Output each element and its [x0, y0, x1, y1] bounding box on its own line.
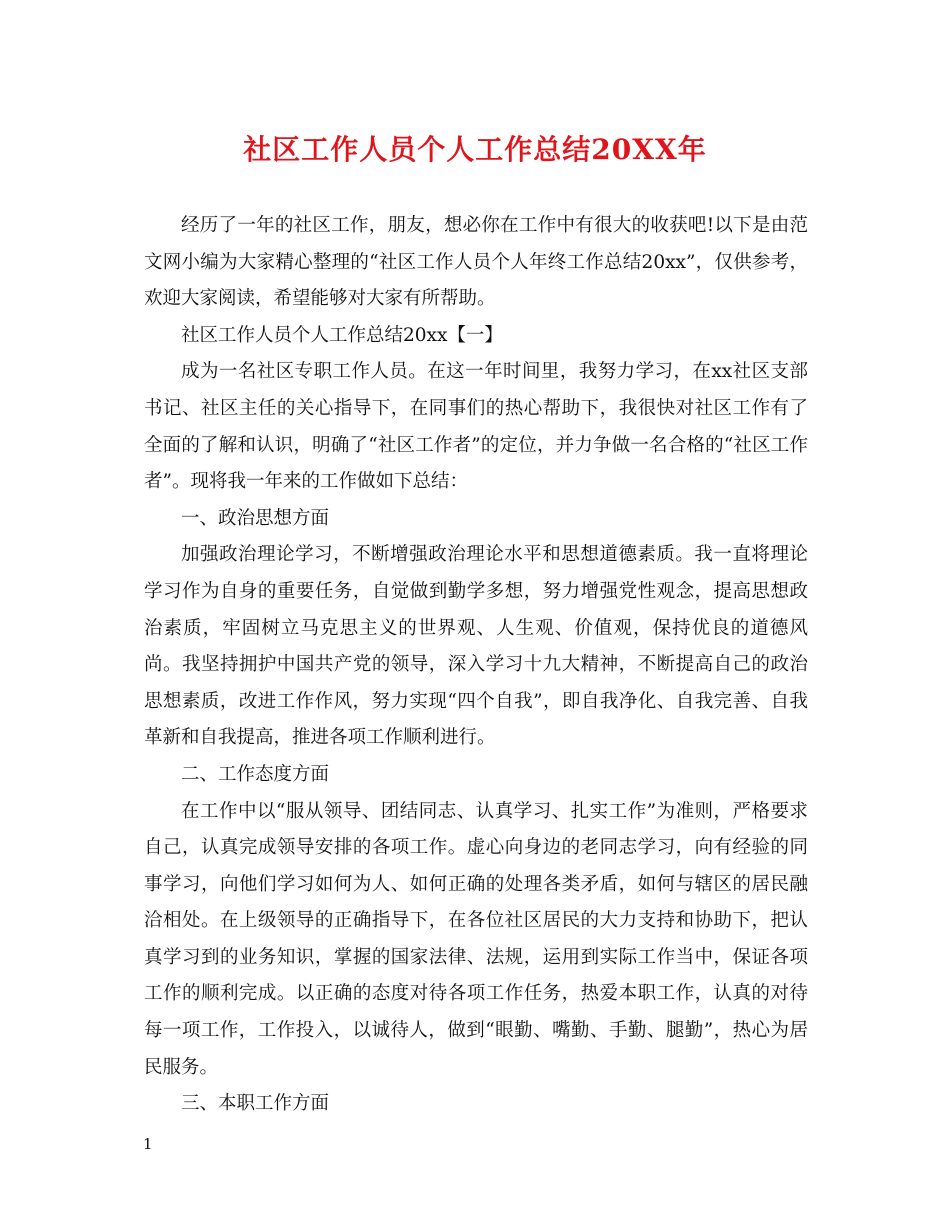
heading-core-duties: 三、本职工作方面 — [181, 1093, 330, 1115]
page-number: 1 — [143, 1135, 153, 1153]
paragraph-opening: 成为一名社区专职工作人员。在这一年时间里，我努力学习，在xx社区支部书记、社区主任的关心指导下，在同事们的热心帮助下，我很快对社区工作有了全面的了解和认识，明确了“社区工作者”的定位，并力争做一名合格的“社区工作者”。现将我一年来的工作做如下总结： — [144, 361, 808, 493]
paragraph-work-attitude: 在工作中以“服从领导、团结同志、认真学习、扎实工作”为准则，严格要求自己，认真完成领导安排的各项工作。虚心向身边的老同志学习，向有经验的同事学习，向他们学习如何为人、如何正确的处理各类矛盾，如何与辖区的居民融洽相处。在上级领导的正确指导下，在各位社区居民的大力支持和协助下，把认真学习到的业务知识，掌握的国家法律、法规，运用到实际工作当中，保证各项工作的顺利完成。以正确的态度对待各项工作任务，热爱本职工作，认真的对待每一项工作，工作投入，以诚待人，做到“眼勤、嘴勤、手勤、腿勤”，热心为居民服务。 — [144, 800, 808, 1078]
heading-political-thought: 一、政治思想方面 — [181, 507, 330, 529]
document-body — [144, 208, 808, 1123]
paragraph-political-thought: 加强政治理论学习，不断增强政治理论水平和思想道德素质。我一直将理论学习作为自身的重要任务，自觉做到勤学多想，努力增强党性观念，提高思想政治素质，牢固树立马克思主义的世界观、人生观、价值观，保持优良的道德风尚。我坚持拥护中国共产党的领导，深入学习十九大精神，不断提高自己的政治思想素质，改进工作作风，努力实现“四个自我”，即自我净化、自我完善、自我革新和自我提高，推进各项工作顺利进行。 — [144, 544, 808, 749]
heading-work-attitude: 二、工作态度方面 — [181, 763, 330, 785]
paragraph-intro: 经历了一年的社区工作，朋友，想必你在工作中有很大的收获吧!以下是由范文网小编为大家精心整理的“社区工作人员个人年终工作总结20xx”，仅供参考，欢迎大家阅读，希望能够对大家有所帮助。 — [144, 215, 808, 310]
section-heading-part-one: 社区工作人员个人工作总结20xx【一】 — [181, 324, 503, 346]
document-title: 社区工作人员个人工作总结20XX年 — [243, 133, 707, 166]
